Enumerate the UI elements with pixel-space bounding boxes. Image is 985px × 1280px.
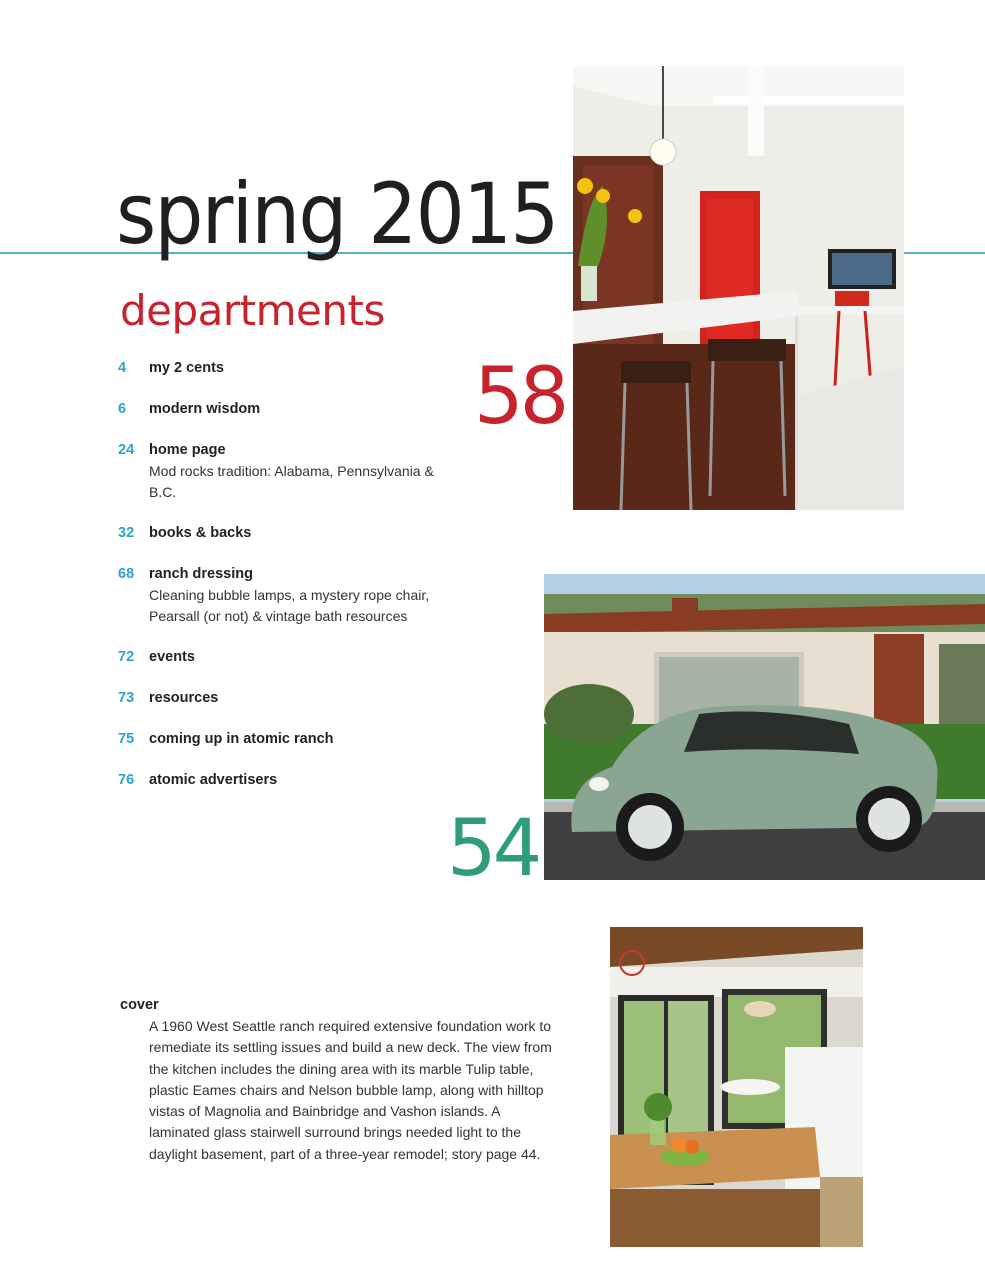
toc-title: coming up in atomic ranch	[149, 731, 334, 747]
toc-page-number: 72	[118, 649, 135, 665]
kitchen-photo	[573, 66, 904, 510]
toc-page-number: 32	[118, 525, 135, 541]
toc-item[interactable]	[118, 564, 478, 627]
toc-item[interactable]	[118, 647, 478, 668]
cover-label: cover	[120, 997, 159, 1013]
feature-number-58: 58	[474, 352, 566, 442]
toc-item[interactable]	[118, 358, 478, 379]
toc-title: modern wisdom	[149, 401, 261, 417]
toc-description: Mod rocks tradition: Alabama, Pennsylvania & B.C.	[149, 463, 434, 500]
toc-item[interactable]	[118, 399, 478, 420]
feature-number-54: 54	[447, 804, 539, 894]
toc-page-number: 75	[118, 731, 135, 747]
toc-title: home page	[149, 442, 226, 458]
toc-page-number: 6	[118, 401, 127, 417]
issue-title: spring 2015	[116, 165, 558, 263]
toc-item[interactable]	[118, 729, 478, 750]
toc-title: my 2 cents	[149, 360, 224, 376]
toc-item[interactable]	[118, 770, 478, 791]
toc-page-number: 68	[118, 566, 135, 582]
toc-title: atomic advertisers	[149, 772, 278, 788]
cover-photo	[610, 927, 863, 1247]
toc-title: resources	[149, 690, 219, 706]
cover-description: A 1960 West Seattle ranch required extensive foundation work to remediate its settling issues and build a new deck. The view from the kitchen includes the dining area with its marble Tulip table, plastic Eames chairs and Nelson bubble lamp, along with hilltop vistas of Magnolia and Bainbridge and Vashon islands. A laminated glass stairwell surround brings needed light to the daylight basement, part of a three-year remodel; story page 44.	[149, 1018, 552, 1162]
toc-page-number: 4	[118, 360, 127, 376]
departments-heading: departments	[120, 286, 385, 335]
toc-page-number: 24	[118, 442, 135, 458]
toc-page-number: 76	[118, 772, 135, 788]
toc-title: ranch dressing	[149, 566, 253, 582]
toc-page-number: 73	[118, 690, 135, 706]
toc-description: Cleaning bubble lamps, a mystery rope chair, Pearsall (or not) & vintage bath resources	[149, 587, 430, 624]
toc-title: events	[149, 649, 195, 665]
cover-caption	[120, 995, 560, 1165]
toc-item[interactable]	[118, 688, 478, 709]
table-of-contents	[118, 358, 478, 811]
toc-title: books & backs	[149, 525, 252, 541]
toc-item[interactable]	[118, 523, 478, 544]
title-rule-right	[904, 252, 985, 254]
car-photo	[544, 574, 985, 880]
toc-item[interactable]	[118, 440, 478, 503]
